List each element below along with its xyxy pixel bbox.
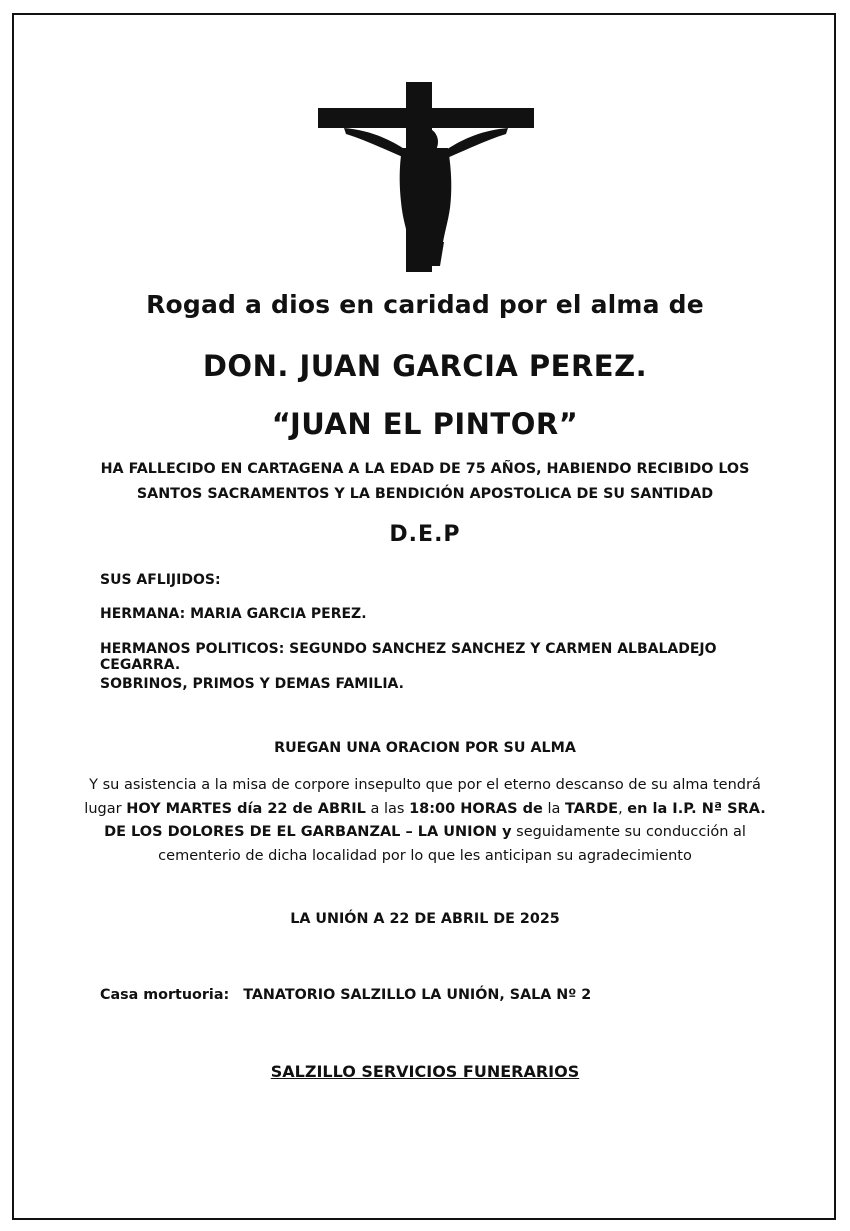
place-date: LA UNIÓN A 22 DE ABRIL DE 2025 xyxy=(290,911,560,927)
family-in-laws: HERMANOS POLITICOS: SEGUNDO SANCHEZ SANCHEZ Y CARMEN ALBALADEJO CEGARRA. xyxy=(100,641,717,673)
death-notice xyxy=(40,457,810,507)
funeral-service-name: SALZILLO SERVICIOS FUNERARIOS xyxy=(270,1062,580,1081)
mass-text-2: a las xyxy=(365,800,410,817)
death-notice-line-1: HA FALLECIDO EN CARTAGENA A LA EDAD DE 75 AÑOS, HABIENDO RECIBIDO LOS xyxy=(100,461,750,477)
death-notice-line-2: SANTOS SACRAMENTOS Y LA BENDICIÓN APOSTOLICA DE SU SANTIDAD xyxy=(136,486,714,502)
mass-details xyxy=(80,774,770,868)
mass-church: en la I.P. Nª SRA. DE LOS DOLORES DE EL GARBANZAL – LA UNION y xyxy=(104,800,766,840)
family-others: SOBRINOS, PRIMOS Y DEMAS FAMILIA. xyxy=(100,676,404,692)
mass-text-3: la xyxy=(542,800,565,817)
prayer-request: RUEGAN UNA ORACION POR SU ALMA xyxy=(274,740,576,756)
family-heading: SUS AFLIJIDOS: xyxy=(100,572,221,588)
mass-date: HOY MARTES día 22 de ABRIL xyxy=(126,800,366,817)
deceased-name: DON. JUAN GARCIA PEREZ. xyxy=(202,349,648,383)
prayer-heading: Rogad a dios en caridad por el alma de xyxy=(146,290,704,319)
mass-text-1: Y su asistencia a la misa de corpore insepulto que por el eterno descanso de su alma tendrá lugar xyxy=(84,777,761,817)
mass-time: 18:00 HORAS de xyxy=(409,800,543,817)
funeral-home xyxy=(100,987,800,1003)
mass-text-5: seguidamente su conducción al cementerio de dicha localidad por lo que les anticipan su agradecimiento xyxy=(158,824,746,864)
funeral-home-value: TANATORIO SALZILLO LA UNIÓN, SALA Nº 2 xyxy=(243,987,592,1003)
family-sister: HERMANA: MARIA GARCIA PEREZ. xyxy=(100,606,367,622)
deceased-nickname: “JUAN EL PINTOR” xyxy=(271,407,579,441)
mass-period: TARDE xyxy=(564,800,619,817)
crucifix-icon xyxy=(318,82,534,272)
rest-in-peace: D.E.P xyxy=(389,522,461,547)
mass-text-4: , xyxy=(618,800,628,817)
funeral-home-label: Casa mortuoria: xyxy=(100,987,230,1003)
